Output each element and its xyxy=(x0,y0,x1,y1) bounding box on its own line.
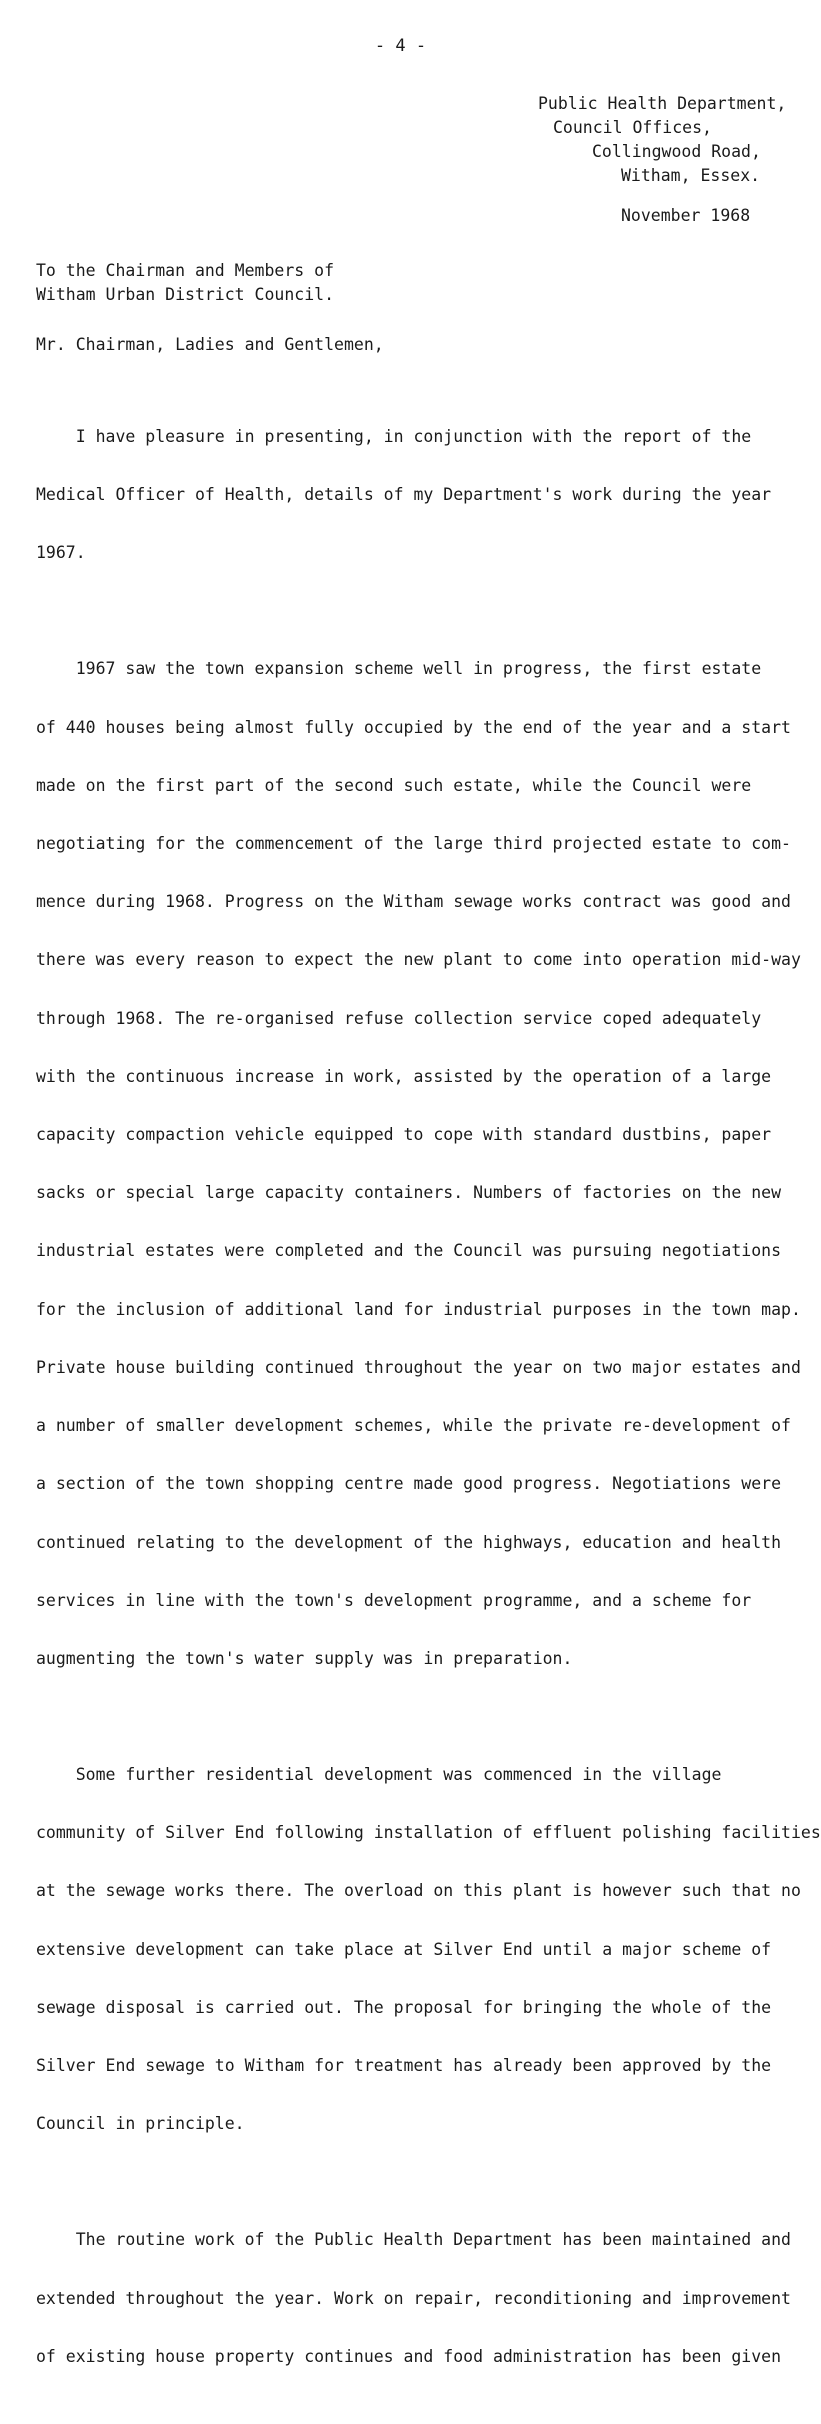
letter-body xyxy=(36,388,821,2424)
paragraph-town-expansion xyxy=(36,620,801,1707)
paragraph-line: augmenting the town's water supply was in preparation. xyxy=(36,1649,573,1668)
paragraph-introduction xyxy=(36,388,796,601)
paragraph-line: of existing house property continues and food administration has been given xyxy=(36,2346,782,2366)
address-line-road: Collingwood Road, xyxy=(592,142,761,161)
paragraph-line: 1967 saw the town expansion scheme well in progress, the first estate xyxy=(36,659,762,679)
paragraph-line: The routine work of the Public Health Department has been maintained and xyxy=(36,2230,791,2250)
paragraph-line: Some further residential development was commenced in the village xyxy=(36,1765,722,1785)
salutation: Mr. Chairman, Ladies and Gentlemen, xyxy=(36,335,384,354)
paragraph-line: industrial estates were completed and the Council was pursuing negotiations xyxy=(36,1241,782,1261)
paragraph-line: there was every reason to expect the new plant to come into operation mid-way xyxy=(36,950,801,970)
paragraph-line: with the continuous increase in work, assisted by the operation of a large xyxy=(36,1066,772,1086)
letter-date: November 1968 xyxy=(621,206,751,225)
paragraph-line: community of Silver End following installation of effluent polishing facilities xyxy=(36,1823,821,1843)
paragraph-routine-work xyxy=(36,2192,796,2405)
paragraph-line: for the inclusion of additional land for industrial purposes in the town map. xyxy=(36,1299,801,1319)
address-line-department: Public Health Department, xyxy=(538,94,787,113)
addressee-line-2: Witham Urban District Council. xyxy=(36,285,335,304)
page-number: - 4 - xyxy=(374,36,427,56)
paragraph-line: 1967. xyxy=(36,543,86,563)
paragraph-line: a number of smaller development schemes, while the private re-development of xyxy=(36,1416,791,1436)
paragraph-line: sewage disposal is carried out. The proposal for bringing the whole of the xyxy=(36,1997,772,2017)
paragraph-line: made on the first part of the second such estate, while the Council were xyxy=(36,775,752,795)
paragraph-line: Council in principle. xyxy=(36,2114,245,2134)
paragraph-line: Private house building continued throughout the year on two major estates and xyxy=(36,1357,801,1377)
address-line-offices: Council Offices, xyxy=(553,118,712,137)
paragraph-line: through 1968. The re-organised refuse collection service coped adequately xyxy=(36,1008,762,1028)
paragraph-line: of 440 houses being almost fully occupied by the end of the year and a start xyxy=(36,717,791,737)
sender-address xyxy=(538,92,800,188)
paragraph-line: at the sewage works there. The overload on this plant is however such that no xyxy=(36,1881,801,1901)
paragraph-line: continued relating to the development of the highways, education and health xyxy=(36,1532,782,1552)
paragraph-line: Medical Officer of Health, details of my Department's work during the year xyxy=(36,485,772,505)
paragraph-line: extensive development can take place at Silver End until a major scheme of xyxy=(36,1939,772,1959)
paragraph-silver-end xyxy=(36,1726,821,2172)
paragraph-line: mence during 1968. Progress on the Witham sewage works contract was good and xyxy=(36,892,791,912)
paragraph-line: negotiating for the commencement of the large third projected estate to com- xyxy=(36,833,791,853)
paragraph-line: capacity compaction vehicle equipped to cope with standard dustbins, paper xyxy=(36,1125,772,1145)
paragraph-line: extended throughout the year. Work on repair, reconditioning and improvement xyxy=(36,2288,791,2308)
paragraph-line: a section of the town shopping centre made good progress. Negotiations were xyxy=(36,1474,782,1494)
addressee xyxy=(36,259,334,307)
paragraph-line: Silver End sewage to Witham for treatment has already been approved by the xyxy=(36,2056,772,2076)
paragraph-line: services in line with the town's development programme, and a scheme for xyxy=(36,1590,752,1610)
addressee-line-1: To the Chairman and Members of xyxy=(36,261,335,280)
paragraph-line: I have pleasure in presenting, in conjunction with the report of the xyxy=(36,426,752,446)
paragraph-line: sacks or special large capacity containers. Numbers of factories on the new xyxy=(36,1183,782,1203)
address-line-town: Witham, Essex. xyxy=(621,166,761,185)
